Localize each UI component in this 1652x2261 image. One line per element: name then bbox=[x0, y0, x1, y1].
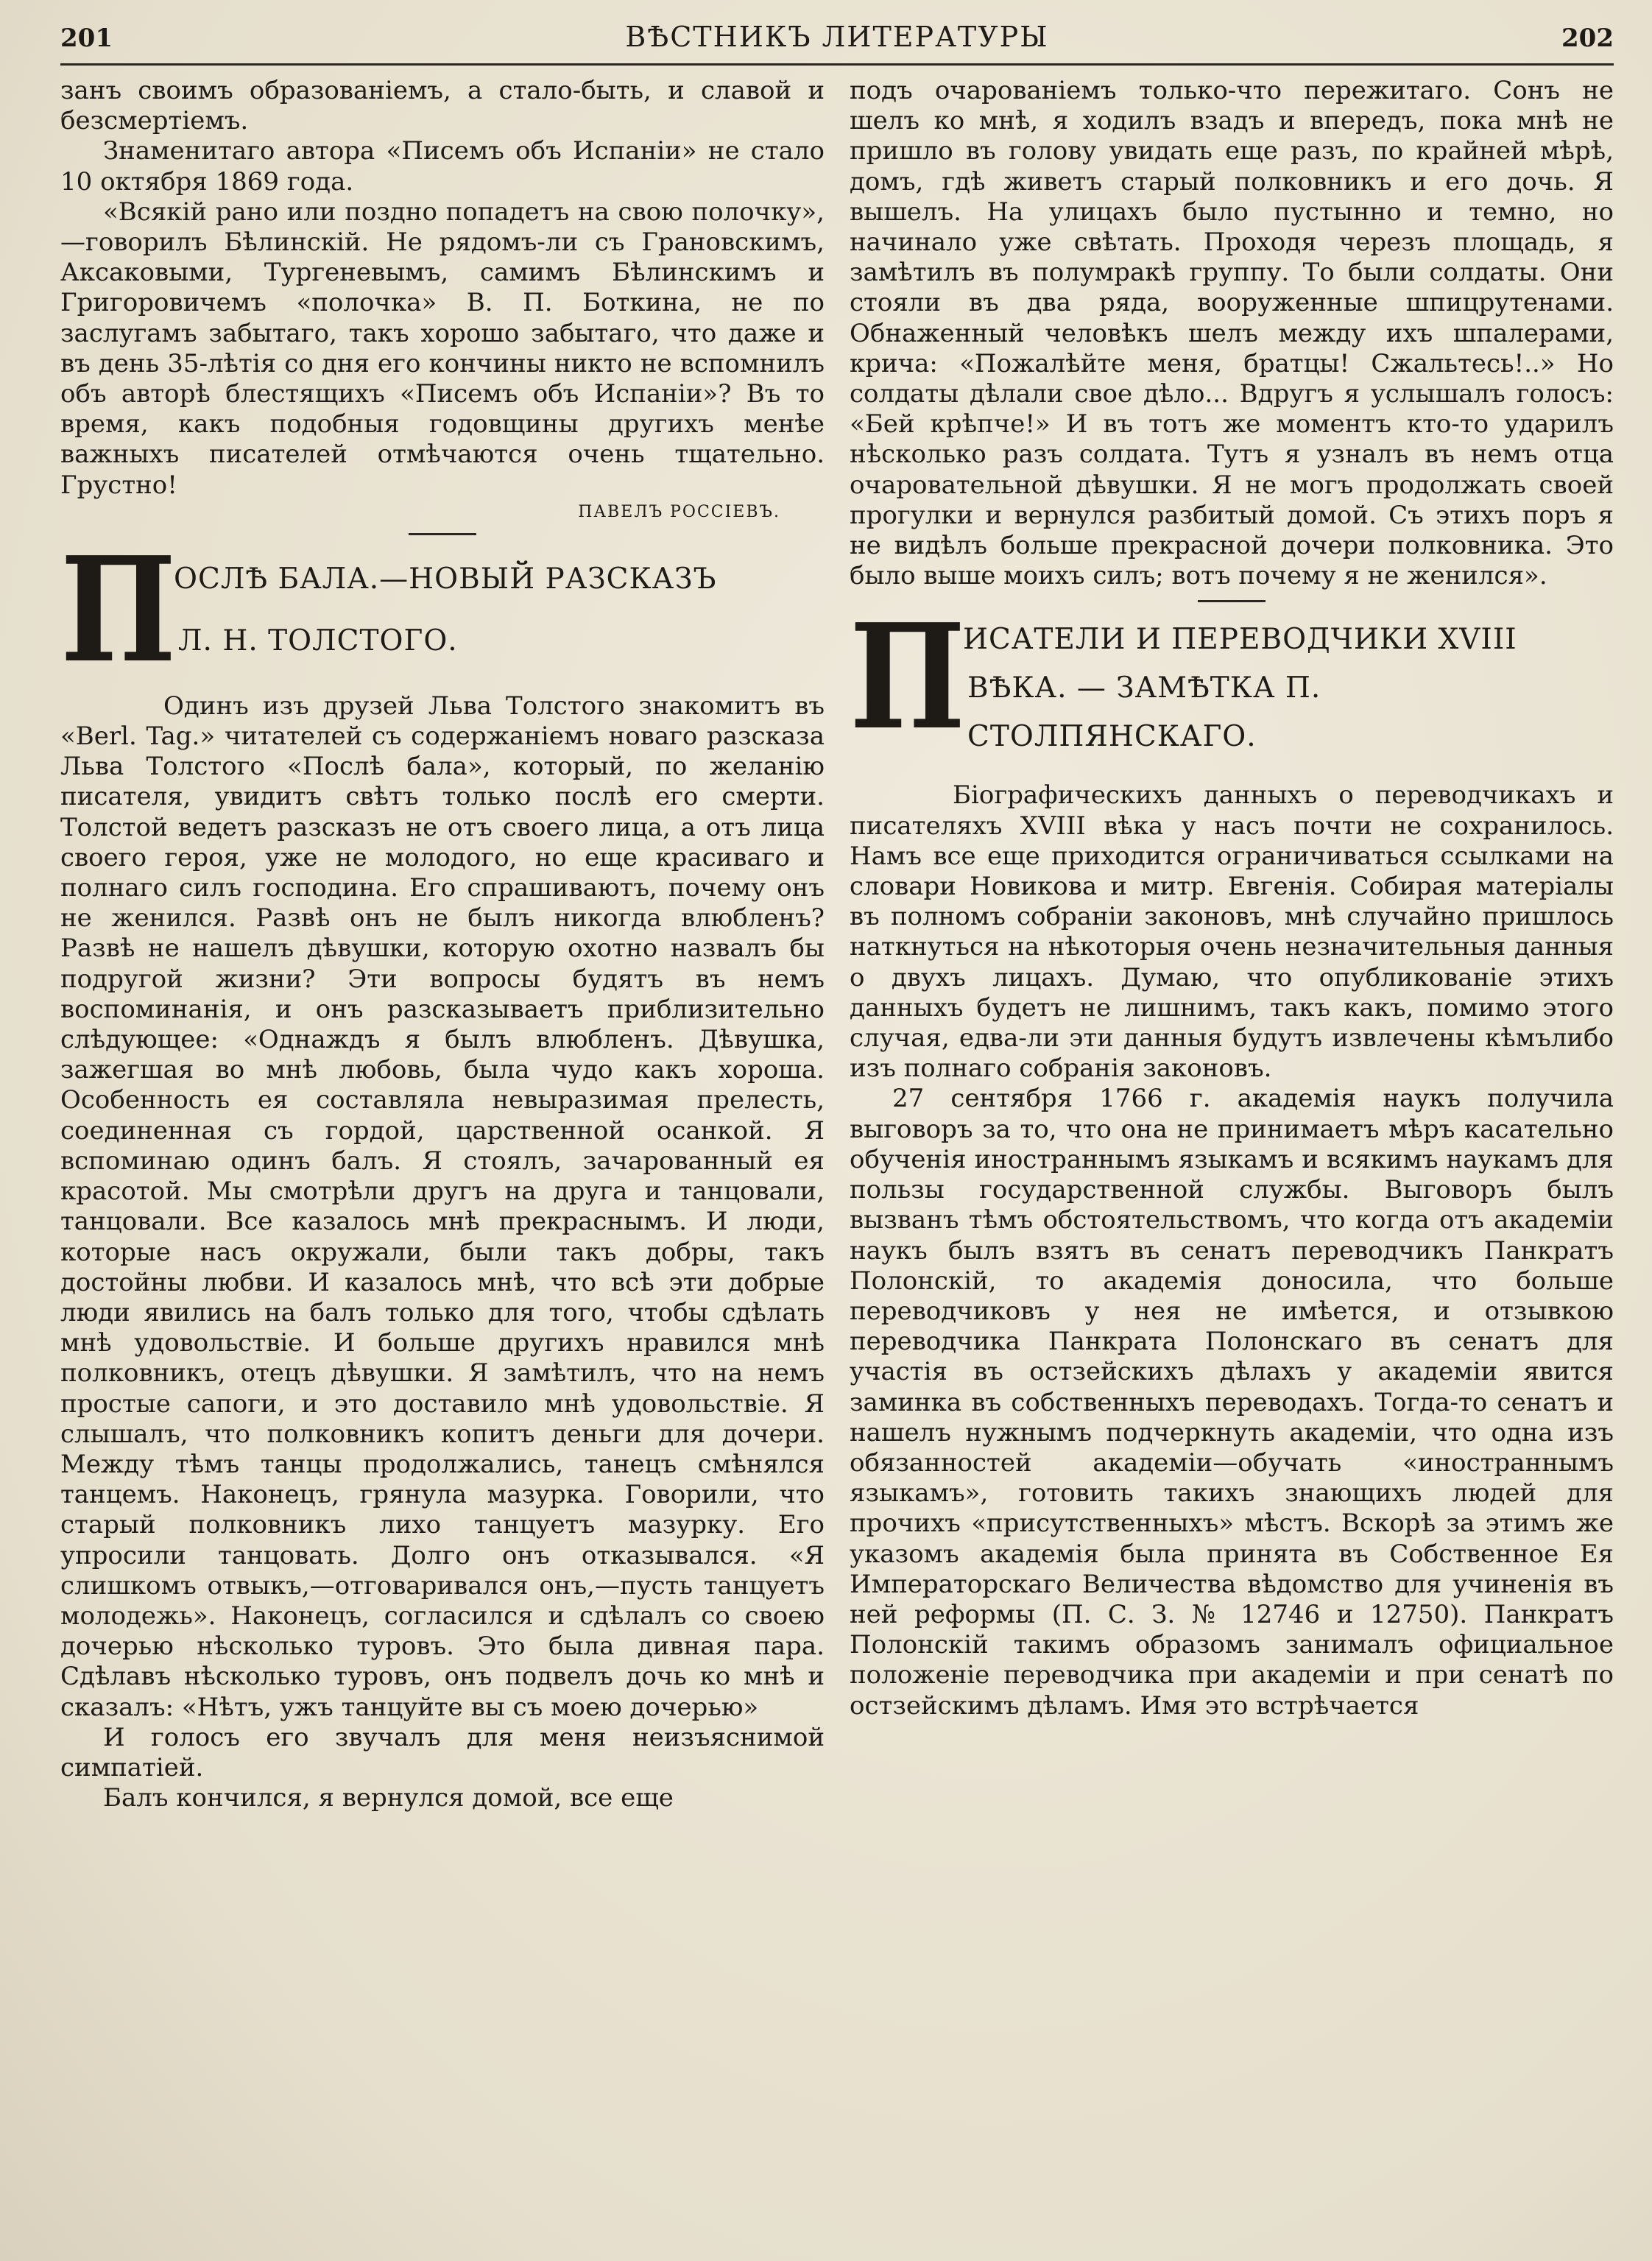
text-columns bbox=[60, 76, 1614, 1813]
article-heading bbox=[60, 525, 825, 695]
article-title-line: Л. Н. ТОЛСТОГО. bbox=[178, 624, 458, 657]
page-number-left: 201 bbox=[60, 24, 113, 53]
paragraph-continuation: подъ очарованіемъ только-что пережитаго. Сонъ не шелъ ко мнѣ, я ходилъ взадъ и впередъ, пока мнѣ не пришло въ голову увидать еще разъ, по крайней мѣрѣ, домъ, гдѣ живетъ старый полковникъ и его дочь. Я вышелъ. На улицахъ было пустынно и темно, но начинало уже свѣтать. Проходя черезъ площадь, я замѣтилъ въ полумракѣ группу. То были солдаты. Они стояли въ два ряда, вооруженные шпицрутенами. Обнаженный человѣкъ шелъ между ихъ шпалерами, крича: «Пожалѣйте меня, братцы! Сжальтесь!..» Но солдаты дѣлали свое дѣло... Вдругъ я услышалъ голосъ: «Бей крѣпче!» И въ тотъ же моментъ кто-то ударилъ нѣсколько разъ солдата. Тутъ я узналъ въ немъ отца очаровательной дѣвушки. Я не могъ продолжать своей прогулки и вернулся разбитый домой. Съ этихъ поръ я не видѣлъ больше прекрасной дочери полковника. Это было выше моихъ силъ; вотъ почему я не женился». bbox=[850, 76, 1614, 591]
journal-title: ВѢСТНИКЪ ЛИТЕРАТУРЫ bbox=[625, 21, 1049, 53]
article-title bbox=[174, 549, 825, 672]
article-heading bbox=[850, 593, 1614, 763]
drop-cap: П bbox=[60, 525, 177, 695]
article-title-line: ОСЛѢ БАЛА.—НОВЫЙ РАЗСКАЗЪ bbox=[174, 562, 717, 596]
left-column bbox=[60, 76, 825, 1813]
section-divider bbox=[409, 533, 476, 535]
page-header bbox=[60, 21, 1614, 66]
article-paragraph: 27 сентября 1766 г. академія наукъ получила выговоръ за то, что она не принимаетъ мѣръ касательно обученія иностраннымъ языкамъ и всякимъ наукамъ для пользы государственной службы. Выговоръ былъ вызванъ тѣмъ обстоятельствомъ, что когда отъ академіи наукъ былъ взятъ въ сенатъ переводчикъ Панкратъ Полонскій, то академія доносила, что больше переводчиковъ у нея не имѣется, и отзывкою переводчика Панкрата Полонскаго въ сенатъ для участія въ остзейскихъ дѣлахъ у академіи явится заминка въ собственныхъ переводахъ. Тогда-то сенатъ и нашелъ нужнымъ подчеркнуть академіи, что одна изъ обязанностей академіи—обучать «иностраннымъ языкамъ», готовить такихъ знающихъ людей для прочихъ «присутственныхъ» мѣстъ. Вскорѣ за этимъ же указомъ академія была принята въ Собственное Ея Императорскаго Величества вѣдомство для учиненія въ ней реформы (П. С. З. № 12746 и 12750). Панкратъ Полонскій такимъ образомъ занималъ официальное положеніе переводчика при академіи и при сенатѣ по остзейскимъ дѣламъ. Имя это встрѣчается bbox=[850, 1084, 1614, 1721]
article-paragraph: Балъ кончился, я вернулся домой, все еще bbox=[103, 1783, 674, 1813]
article-paragraph: Біографическихъ данныхъ о переводчикахъ и писателяхъ XVIII вѣка у насъ почти не сохранилось. Намъ все еще приходится ограничиваться ссылками на словари Новикова и митр. Евгенія. Собирая матеріалы въ полномъ собраніи законовъ, мнѣ случайно пришлось наткнуться на нѣкоторыя очень незначительныя данныя о двухъ лицахъ. Думаю, что опубликованіе этихъ данныхъ будетъ не лишнимъ, такъ какъ, помимо этого случая, едва-ли эти данныя будутъ извлечены кѣмълибо изъ полнаго собранія законовъ. bbox=[850, 780, 1614, 1084]
article-title-line: ИСАТЕЛИ И ПЕРЕВОДЧИКИ XVIII bbox=[963, 623, 1517, 657]
author-signature: ПАВЕЛЪ РОССІЕВЪ. bbox=[578, 502, 780, 521]
article-paragraph: И голосъ его звучалъ для меня неизъяснимой симпатіей. bbox=[60, 1722, 825, 1782]
article-title-line: ВѢКА. — ЗАМѢТКА П. СТОЛПЯНСКАГО. bbox=[967, 671, 1321, 754]
paragraph: «Всякій рано или поздно попадетъ на свою полочку»,—говорилъ Бѣлинскій. Не рядомъ-ли съ Грановскимъ, Аксаковыми, Тургеневымъ, самимъ Бѣлинскимъ и Григоровичемъ «полочка» В. П. Боткина, не по заслугамъ забытаго, такъ хорошо забытаго, что даже и въ день 35-лѣтія со дня его кончины никто не вспомнилъ объ авторѣ блестящихъ «Писемъ объ Испаніи»? Въ то время, какъ подобныя годовщины другихъ менѣе важныхъ писателей отмѣчаются очень тщательно. Грустно! bbox=[60, 197, 825, 500]
paragraph: Знаменитаго автора «Писемъ объ Испаніи» не стало 10 октября 1869 года. bbox=[60, 136, 825, 197]
page-number-right: 202 bbox=[1561, 24, 1614, 53]
drop-cap: П bbox=[850, 593, 966, 763]
right-column bbox=[850, 76, 1614, 1813]
article-paragraph: Одинъ изъ друзей Льва Толстого знакомитъ въ «Berl. Tag.» читателей съ содержаніемъ новаго разсказа Льва Толстого «Послѣ бала», который, по желанію писателя, увидитъ свѣтъ только послѣ его смерти. Толстой ведетъ разсказъ не отъ своего лица, а отъ лица своего героя, уже не молодого, но еще красиваго и полнаго силъ господина. Его спрашиваютъ, почему онъ не женился. Развѣ онъ не былъ никогда влюбленъ? Развѣ не нашелъ дѣвушки, которую охотно назвалъ бы подругой жизни? Эти вопросы будятъ въ немъ воспоминанія, и онъ разсказываетъ приблизительно слѣдующее: «Однаждъ я былъ влюбленъ. Дѣвушка, зажегшая во мнѣ любовь, была чудо какъ хороша. Особенность ея составляла невыразимая прелесть, соединенная съ гордой, царственной осанкой. Я вспоминаю одинъ балъ. Я стоялъ, зачарованный ея красотой. Мы смотрѣли другъ на друга и танцовали, танцовали. Все казалось мнѣ прекраснымъ. И люди, которые насъ окружали, были такъ добры, такъ достойны любви. И казалось мнѣ, что всѣ эти добрые люди явились на балъ только для того, чтобы сдѣлать мнѣ удовольствіе. И больше другихъ нравился мнѣ полковникъ, отецъ дѣвушки. Я замѣтилъ, что на немъ простые сапоги, и это доставило мнѣ удовольствіе. Я слышалъ, что полковникъ копитъ деньги для дочери. Между тѣмъ танцы продолжались, танецъ смѣнялся танцемъ. Наконецъ, грянула мазурка. Говорили, что старый полковникъ лихо танцуетъ мазурку. Его упросили танцовать. Долго онъ отказывался. «Я слишкомъ отвыкъ,—отговаривался онъ,—пусть танцуетъ молодежь». Наконецъ, согласился и сдѣлалъ со своею дочерью нѣсколько туровъ. Это была дивная пара. Сдѣлавъ нѣсколько туровъ, онъ подвелъ дочь ко мнѣ и сказалъ: «Нѣтъ, ужъ танцуйте вы съ моею дочерью» bbox=[60, 691, 825, 1722]
article-title bbox=[963, 615, 1614, 761]
paragraph-continuation: занъ своимъ образованіемъ, а стало-быть, и славой и безсмертіемъ. bbox=[60, 76, 825, 136]
section-divider bbox=[1198, 600, 1266, 602]
